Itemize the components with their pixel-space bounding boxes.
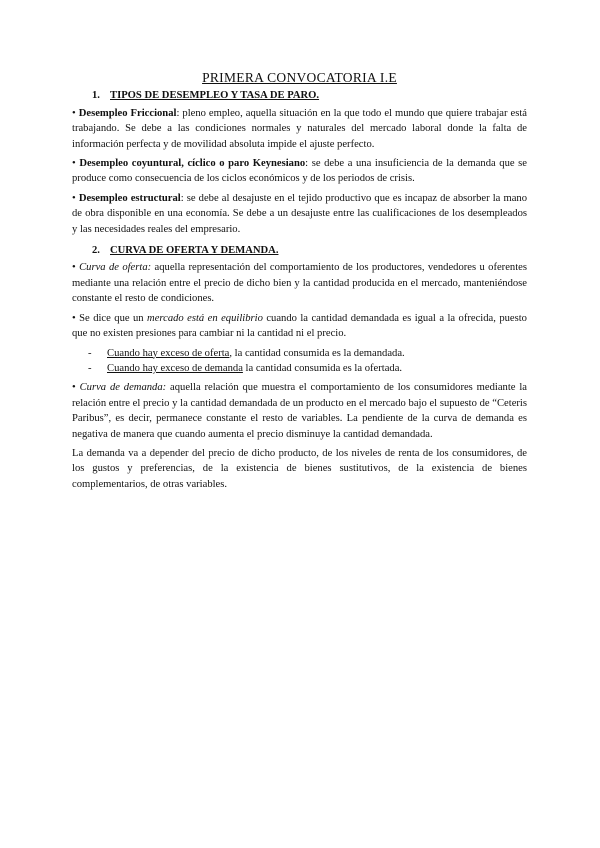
paragraph-closing: La demanda va a depender del precio de dicho producto, de los niveles de renta de los consumidores, de los gustos y preferencias, de la existencia de bienes sustitutivos, de la existencia de bienes complementarios, de otras variables. <box>72 447 527 490</box>
term-coyuntural: Desempleo coyuntural, cíclico o paro Keynesiano <box>79 158 306 170</box>
text-demanda: aquella relación que muestra el comportamiento de los consumidores mediante la relación entre el precio y la cantidad demandada de un producto en el mercado bajo el supuesto de “Ceteris Paribus”, es decir, permanece constante el resto de variables. La pendiente de la curva de demanda es negativa de manera que cuando aumenta el precio disminuye la cantidad demandada. <box>72 382 527 440</box>
text-friccional: : pleno empleo, aquella situación en la que todo el mundo que quiere trabajar está trabajando. Se debe a las condiciones normales y naturales del mercado laboral donde la falta de información perfecta y de movilidad absoluta impide el ajuste perfecto. <box>72 107 527 150</box>
bullet: • <box>72 158 76 170</box>
page-title: PRIMERA CONVOCATORIA I.E <box>202 70 397 85</box>
text-oferta: aquella representación del comportamiento de los productores, vendedores u oferentes mediante una relación entre el precio de dicho bien y la cantidad producida en el mercado, manteniéndose constante el resto de condiciones. <box>72 262 527 305</box>
section-2-number: 2. <box>92 245 100 257</box>
bullet: • <box>72 312 76 324</box>
bullet: • <box>72 382 76 394</box>
list-item-text: la cantidad consumida es la ofertada. <box>242 362 403 374</box>
section-1-heading <box>92 88 527 103</box>
section-1-number: 1. <box>92 90 100 102</box>
text-estructural: : se debe al desajuste en el tejido productivo que es incapaz de absorber la mano de obra disponible en una economía. Se debe a un desajuste entre las cualificaciones de los desempleados y las necesidades reales del empresario. <box>72 192 527 235</box>
term-equilibrio: mercado está en equilibrio <box>147 312 263 324</box>
text-equilibrio-post: cuando la cantidad demandada es igual a la ofrecida, puesto que no existen presiones para cambiar ni la cantidad ni el precio. <box>72 312 527 340</box>
section-1-title: TIPOS DE DESEMPLEO Y TASA DE PARO. <box>110 90 320 102</box>
paragraph-equilibrio <box>72 311 527 342</box>
underlined-phrase: Cuando hay exceso de demanda <box>107 362 243 374</box>
bullet: • <box>72 262 76 274</box>
bullet: • <box>72 192 76 204</box>
list-item <box>72 346 527 361</box>
term-oferta: Curva de oferta: <box>79 262 152 274</box>
term-estructural: Desempleo estructural <box>78 192 181 204</box>
paragraph-friccional <box>72 106 527 152</box>
term-demanda: Curva de demanda: <box>79 382 167 394</box>
text-equilibrio-pre: Se dice que un <box>79 312 148 324</box>
paragraph-estructural <box>72 191 527 237</box>
underlined-phrase: Cuando hay exceso de oferta <box>107 347 230 359</box>
term-friccional: Desempleo Friccional <box>78 107 177 119</box>
paragraph-demanda <box>72 380 527 442</box>
list-item <box>72 361 527 376</box>
dash: - <box>88 347 92 359</box>
list-item-text: , la cantidad consumida es la demandada. <box>229 347 405 359</box>
dash-list <box>72 346 527 377</box>
document-page <box>72 70 527 496</box>
bullet: • <box>72 107 76 119</box>
section-2-heading <box>92 243 527 258</box>
paragraph-oferta <box>72 260 527 306</box>
dash: - <box>88 362 92 374</box>
paragraph-coyuntural <box>72 156 527 187</box>
section-2-title: CURVA DE OFERTA Y DEMANDA. <box>110 245 279 257</box>
text-coyuntural: : se debe a una insuficiencia de la demanda que se produce como consecuencia de los ciclos económicos y de los periodos de crisis. <box>72 158 528 185</box>
